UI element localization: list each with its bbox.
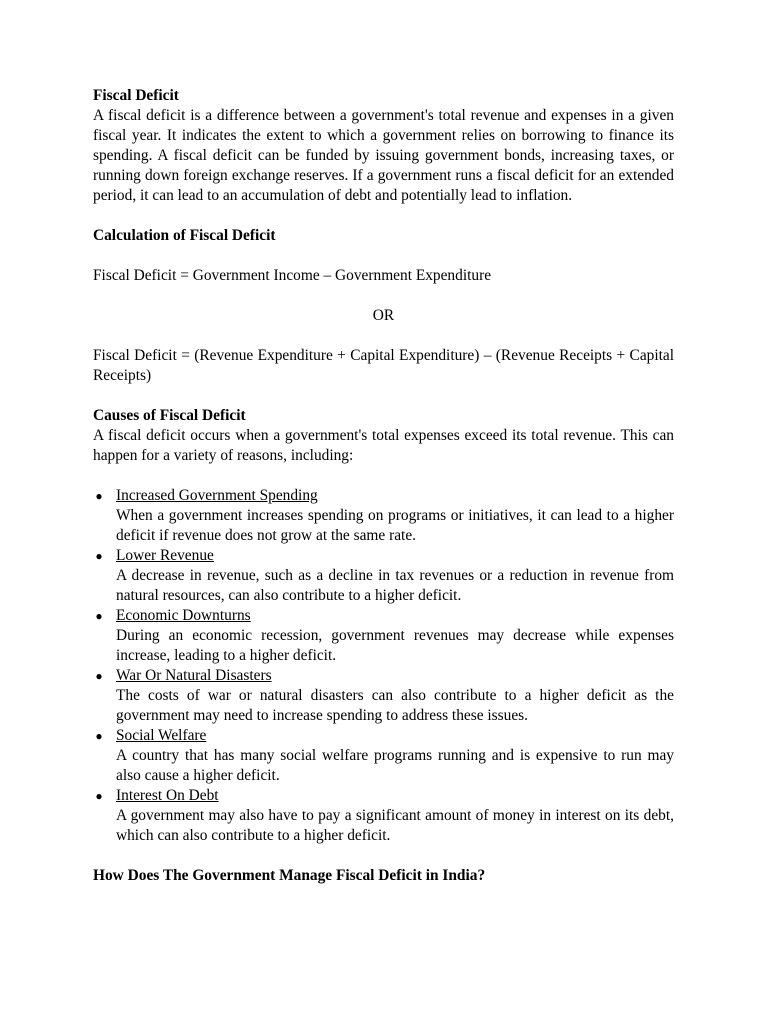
bullet-icon: ● (95, 669, 103, 683)
cause-item (93, 546, 674, 606)
bullet-icon: ● (95, 789, 103, 803)
causes-intro: A fiscal deficit occurs when a government's total expenses exceed its total revenue. This can happen for a variety of reasons, including: (93, 427, 674, 464)
cause-description: A decrease in revenue, such as a decline in tax revenues or a reduction in revenue from natural resources, can also contribute to a higher deficit. (116, 567, 674, 604)
manage-deficit-heading: How Does The Government Manage Fiscal Deficit in India? (93, 867, 486, 884)
fiscal-deficit-paragraph: A fiscal deficit is a difference between a government's total revenue and expenses in a given fiscal year. It indicates the extent to which a government relies on borrowing to finance its spending. A fiscal deficit can be funded by issuing government bonds, increasing taxes, or running down foreign exchange reserves. If a government runs a fiscal deficit for an extended period, it can lead to an accumulation of debt and potentially lead to inflation. (93, 107, 674, 204)
cause-title: War Or Natural Disasters (116, 667, 272, 684)
cause-item (93, 786, 674, 846)
causes-list (93, 486, 674, 846)
cause-title: Economic Downturns (116, 607, 251, 624)
cause-description: A government may also have to pay a significant amount of money in interest on its debt, which can also contribute to a higher deficit. (116, 807, 674, 844)
cause-title: Increased Government Spending (116, 487, 318, 504)
cause-item (93, 606, 674, 666)
bullet-icon: ● (95, 609, 103, 623)
fiscal-deficit-heading: Fiscal Deficit (93, 87, 179, 104)
cause-description: A country that has many social welfare programs running and is expensive to run may also cause a higher deficit. (116, 747, 674, 784)
document-page (93, 86, 674, 886)
cause-description: The costs of war or natural disasters can also contribute to a higher deficit as the government may need to increase spending to address these issues. (116, 687, 674, 724)
cause-title: Interest On Debt (116, 787, 219, 804)
bullet-icon: ● (95, 729, 103, 743)
cause-description: During an economic recession, government revenues may decrease while expenses increase, leading to a higher deficit. (116, 627, 674, 664)
causes-heading: Causes of Fiscal Deficit (93, 407, 246, 424)
cause-item (93, 486, 674, 546)
bullet-icon: ● (95, 489, 103, 503)
cause-item (93, 666, 674, 726)
cause-title: Lower Revenue (116, 547, 214, 564)
cause-description: When a government increases spending on programs or initiatives, it can lead to a higher deficit if revenue does not grow at the same rate. (116, 507, 674, 544)
cause-title: Social Welfare (116, 727, 207, 744)
or-separator: OR (372, 307, 395, 324)
bullet-icon: ● (95, 549, 103, 563)
calculation-heading: Calculation of Fiscal Deficit (93, 227, 276, 244)
cause-item (93, 726, 674, 786)
formula-two: Fiscal Deficit = (Revenue Expenditure + Capital Expenditure) – (Revenue Receipts + Capital Receipts) (93, 347, 674, 384)
formula-one: Fiscal Deficit = Government Income – Government Expenditure (93, 267, 492, 284)
